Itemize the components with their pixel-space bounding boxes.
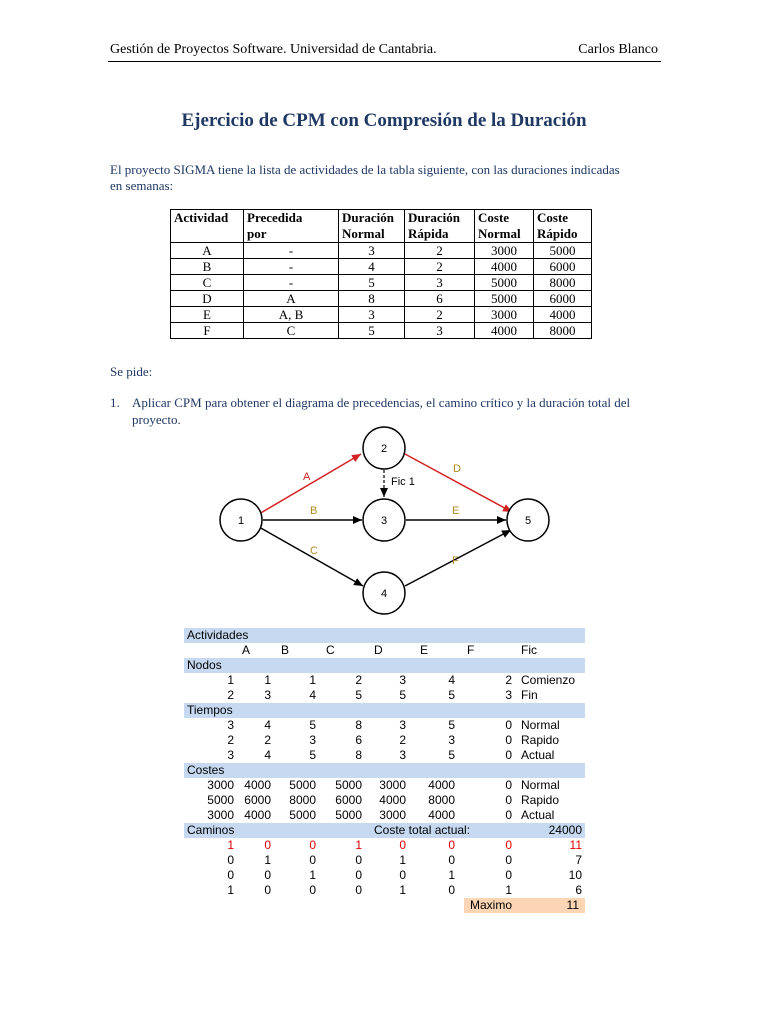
sheet-cell: 0: [399, 868, 406, 882]
table-cell: 5: [339, 323, 405, 339]
node-label: 3: [380, 515, 388, 527]
sheet-cell: 0: [264, 883, 271, 897]
sheet-cell: 1: [505, 883, 512, 897]
section-label: Tiempos: [187, 703, 233, 717]
sheet-cell: 0: [505, 793, 512, 807]
edge-label-fic: Fic 1: [391, 476, 415, 488]
camino-row-critical: [184, 838, 585, 853]
costes-row: [184, 793, 585, 808]
sheet-cell: 3: [448, 733, 455, 747]
edge-label-f: F: [452, 555, 459, 567]
table-cell: 4000: [475, 323, 534, 339]
sheet-cell: 5: [448, 748, 455, 762]
table-cell: F: [171, 323, 244, 339]
list-number: 1.: [110, 395, 120, 410]
activity-name: E: [420, 643, 429, 657]
sheet-cell: Comienzo: [521, 673, 576, 687]
sheet-cell: 0: [355, 883, 362, 897]
sheet-cell: 4000: [379, 793, 406, 807]
sheet-cell: Fin: [521, 688, 538, 702]
sheet-cell: 0: [448, 883, 455, 897]
sheet-cell: 1: [264, 673, 271, 687]
camino-row: [184, 883, 585, 898]
sheet-cell: Rapido: [521, 793, 560, 807]
section-nodos: [184, 658, 585, 673]
table-row: [171, 275, 592, 291]
costes-row: [184, 778, 585, 793]
table-cell: 2: [405, 243, 475, 259]
sheet-cell: 4000: [428, 778, 455, 792]
section-label: Costes: [187, 763, 225, 777]
table-header-cell: Duración Rápida: [405, 210, 475, 243]
coste-total-label: Coste total actual:: [374, 823, 471, 837]
costes-row: [184, 808, 585, 823]
maximo-row: [184, 898, 585, 913]
sheet-cell: 5000: [335, 808, 362, 822]
sheet-cell: 0: [505, 838, 512, 852]
sheet-cell: 1: [448, 868, 455, 882]
edge-label-c: C: [310, 545, 318, 557]
table-row: [171, 307, 592, 323]
sheet-cell: 2: [399, 733, 406, 747]
table-cell: 6: [405, 291, 475, 307]
sheet-cell: 0: [227, 853, 234, 867]
sheet-cell: 0: [355, 868, 362, 882]
activity-name: C: [326, 643, 335, 657]
sheet-cell: 2: [227, 733, 234, 747]
table-cell: 5000: [475, 275, 534, 291]
sheet-cell: 0: [309, 838, 316, 852]
table-header-cell: Coste Normal: [475, 210, 534, 243]
table-cell: 5000: [475, 291, 534, 307]
nodos-row: [184, 673, 585, 688]
coste-total-value: 24000: [548, 823, 582, 837]
activity-names-row: [184, 643, 585, 658]
sheet-cell: 10: [568, 868, 582, 882]
sheet-cell: 0: [505, 778, 512, 792]
page-title: Ejercicio de CPM con Compresión de la Duración: [181, 110, 587, 131]
table-cell: C: [244, 323, 339, 339]
sheet-cell: 4000: [244, 808, 271, 822]
section-tiempos: [184, 703, 585, 718]
nodos-row: [184, 688, 585, 703]
table-cell: -: [244, 275, 339, 291]
table-header-row: [171, 210, 592, 243]
table-cell: 5: [339, 275, 405, 291]
table-cell: C: [171, 275, 244, 291]
sheet-cell: 4000: [244, 778, 271, 792]
precedence-network-diagram: [210, 420, 560, 615]
table-cell: D: [171, 291, 244, 307]
table-cell: 3: [405, 323, 475, 339]
sheet-cell: 8000: [289, 793, 316, 807]
section-label: Nodos: [187, 658, 222, 672]
sheet-cell: 0: [448, 838, 455, 852]
table-row: [171, 291, 592, 307]
table-cell: A: [244, 291, 339, 307]
sheet-cell: 3000: [379, 778, 406, 792]
maximo-value: 11: [566, 898, 579, 912]
sheet-cell: 5000: [289, 808, 316, 822]
edge-label-d: D: [453, 463, 461, 475]
sheet-cell: 5: [448, 688, 455, 702]
sheet-cell: 3: [227, 718, 234, 732]
sheet-cell: 1: [355, 838, 362, 852]
sheet-cell: 4: [309, 688, 316, 702]
sheet-cell: 3: [264, 688, 271, 702]
table-cell: 8000: [534, 275, 592, 291]
sheet-cell: 1: [399, 883, 406, 897]
table-cell: 8000: [534, 323, 592, 339]
sheet-cell: 0: [309, 853, 316, 867]
table-cell: 3: [405, 275, 475, 291]
table-header-cell: Precedida por: [244, 210, 339, 243]
sheet-cell: 3000: [207, 778, 234, 792]
sheet-cell: Normal: [521, 718, 560, 732]
section-label: Caminos: [187, 823, 235, 837]
sheet-cell: 0: [355, 853, 362, 867]
table-cell: B: [171, 259, 244, 275]
table-cell: 4000: [534, 307, 592, 323]
table-cell: 3: [339, 243, 405, 259]
sheet-cell: 1: [227, 673, 234, 687]
sheet-cell: 5: [309, 748, 316, 762]
sheet-cell: 0: [505, 853, 512, 867]
sheet-cell: 5000: [289, 778, 316, 792]
node-label: 2: [380, 443, 388, 455]
sheet-cell: 1: [227, 838, 234, 852]
table-cell: -: [244, 243, 339, 259]
sheet-cell: 2: [355, 673, 362, 687]
activity-name: D: [374, 643, 383, 657]
table-cell: 3: [339, 307, 405, 323]
sheet-cell: 3: [227, 748, 234, 762]
camino-row: [184, 853, 585, 868]
sheet-cell: 3: [399, 748, 406, 762]
sheet-cell: 0: [227, 868, 234, 882]
header-left: Gestión de Proyectos Software. Universidad de Cantabria.: [110, 42, 437, 57]
sheet-cell: 0: [505, 868, 512, 882]
header-right: Carlos Blanco: [578, 42, 658, 57]
activity-name: Fic: [521, 643, 537, 657]
sheet-cell: 5: [448, 718, 455, 732]
table-cell: -: [244, 259, 339, 275]
table-row: [171, 259, 592, 275]
sheet-cell: 2: [227, 688, 234, 702]
intro-paragraph: El proyecto SIGMA tiene la lista de actividades de la tabla siguiente, con las duraciones indicadas en semanas:: [110, 162, 620, 193]
sheet-cell: Rapido: [521, 733, 560, 747]
table-cell: 6000: [534, 291, 592, 307]
sheet-cell: Normal: [521, 778, 560, 792]
sheet-cell: 0: [505, 733, 512, 747]
sheet-cell: 4: [264, 718, 271, 732]
sheet-cell: 5: [355, 688, 362, 702]
sheet-cell: 0: [399, 838, 406, 852]
edge-label-e: E: [452, 505, 460, 517]
sheet-cell: 4000: [428, 808, 455, 822]
activity-name: A: [242, 643, 251, 657]
table-cell: 4: [339, 259, 405, 275]
sheet-cell: 8: [355, 718, 362, 732]
table-cell: 3000: [475, 307, 534, 323]
table-cell: 8: [339, 291, 405, 307]
sheet-cell: 3: [399, 673, 406, 687]
sheet-cell: 5: [309, 718, 316, 732]
table-cell: 2: [405, 307, 475, 323]
sheet-cell: 1: [264, 853, 271, 867]
section-label: Actividades: [187, 628, 249, 642]
table-cell: 2: [405, 259, 475, 275]
maximo-label: Maximo: [470, 898, 513, 912]
sheet-cell: 3000: [207, 808, 234, 822]
sheet-cell: 0: [505, 748, 512, 762]
se-pide-label: Se pide:: [110, 364, 153, 379]
sheet-cell: 1: [309, 868, 316, 882]
sheet-cell: 6: [355, 733, 362, 747]
table-header-cell: Duración Normal: [339, 210, 405, 243]
section-caminos: [184, 823, 585, 838]
sheet-cell: 3000: [379, 808, 406, 822]
table-cell: 6000: [534, 259, 592, 275]
sheet-cell: 3: [399, 718, 406, 732]
table-header-cell: Actividad: [171, 210, 244, 243]
table-cell: A, B: [244, 307, 339, 323]
sheet-cell: 3: [309, 733, 316, 747]
sheet-cell: 2: [264, 733, 271, 747]
sheet-cell: 7: [575, 853, 582, 867]
tiempos-row: [184, 733, 585, 748]
list-text: Aplicar CPM para obtener el diagrama de precedencias, el camino crítico y la duración total del proyecto.: [132, 395, 631, 427]
edge-label-b: B: [310, 505, 318, 517]
sheet-cell: Actual: [521, 808, 555, 822]
table-cell: E: [171, 307, 244, 323]
activity-name: B: [281, 643, 290, 657]
activities-table: [170, 209, 592, 339]
table-row: [171, 323, 592, 339]
sheet-cell: 5: [399, 688, 406, 702]
sheet-cell: 2: [505, 673, 512, 687]
page-header: [110, 42, 660, 58]
sheet-cell: 5000: [335, 778, 362, 792]
node-label: 1: [237, 515, 245, 527]
node-label: 4: [380, 588, 388, 600]
activity-name: F: [467, 643, 475, 657]
sheet-cell: 4: [448, 673, 455, 687]
sheet-cell: 6000: [335, 793, 362, 807]
edge-label-a: A: [303, 471, 311, 483]
sheet-cell: 6: [575, 883, 582, 897]
sheet-cell: 0: [448, 853, 455, 867]
sheet-cell: 5000: [207, 793, 234, 807]
sheet-cell: 1: [227, 883, 234, 897]
sheet-cell: 0: [505, 718, 512, 732]
sheet-cell: 1: [399, 853, 406, 867]
table-cell: A: [171, 243, 244, 259]
sheet-cell: 11: [569, 838, 582, 852]
sheet-cell: 8: [355, 748, 362, 762]
table-cell: 5000: [534, 243, 592, 259]
sheet-cell: 0: [264, 838, 271, 852]
header-divider: [108, 61, 661, 62]
table-cell: 4000: [475, 259, 534, 275]
sheet-cell: 0: [309, 883, 316, 897]
sheet-cell: Actual: [521, 748, 555, 762]
tiempos-row: [184, 718, 585, 733]
sheet-cell: 0: [505, 808, 512, 822]
camino-row: [184, 868, 585, 883]
sheet-cell: 0: [264, 868, 271, 882]
table-cell: 3000: [475, 243, 534, 259]
table-header-cell: Coste Rápido: [534, 210, 592, 243]
sheet-cell: 4: [264, 748, 271, 762]
tiempos-row: [184, 748, 585, 763]
cpm-spreadsheet: [184, 628, 585, 913]
section-actividades: [184, 628, 585, 643]
sheet-cell: 8000: [428, 793, 455, 807]
sheet-cell: 3: [505, 688, 512, 702]
sheet-cell: 6000: [244, 793, 271, 807]
table-row: [171, 243, 592, 259]
node-label: 5: [524, 515, 532, 527]
section-costes: [184, 763, 585, 778]
sheet-cell: 1: [309, 673, 316, 687]
